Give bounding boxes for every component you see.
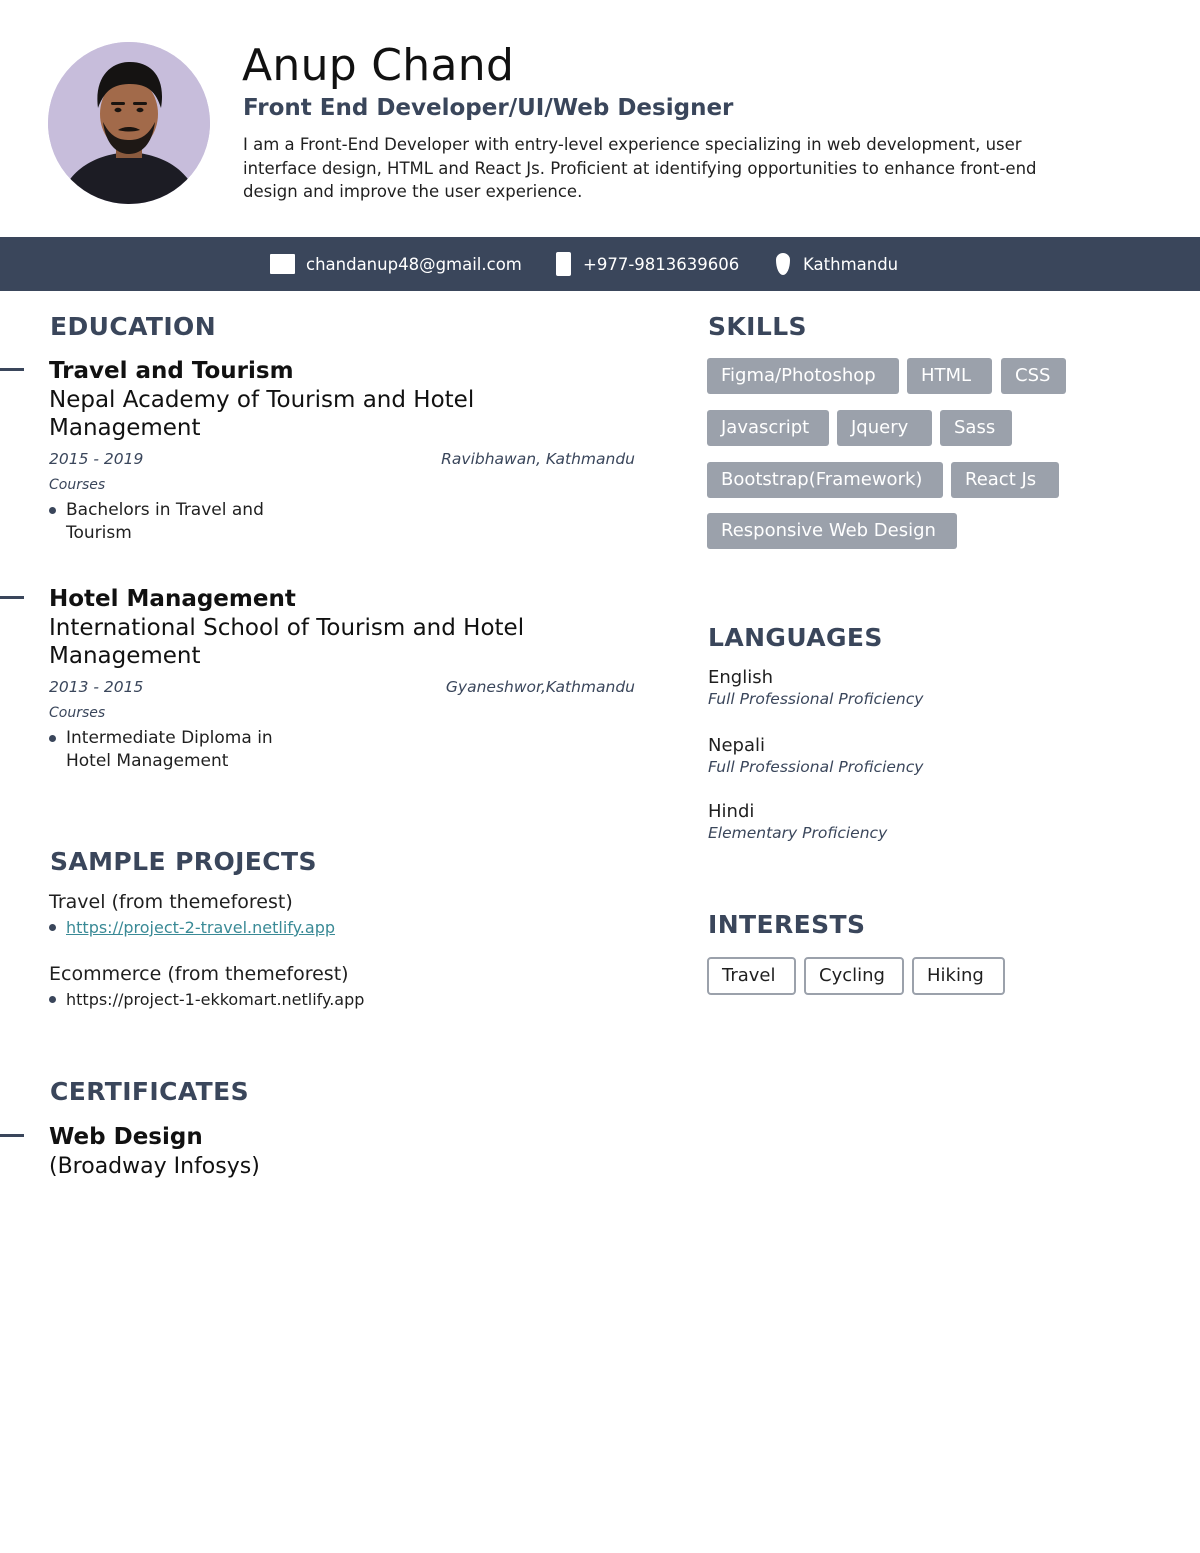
location-icon xyxy=(776,253,790,275)
bullet-icon xyxy=(49,996,56,1003)
profile-photo xyxy=(48,42,210,204)
interest-tag: Cycling xyxy=(804,957,904,995)
education-place: Ravibhawan, Kathmandu xyxy=(441,450,635,468)
course-item xyxy=(49,499,306,545)
education-degree: Travel and Tourism xyxy=(49,358,294,384)
project-item xyxy=(49,889,609,939)
bullet-icon xyxy=(49,735,56,742)
courses-label: Courses xyxy=(49,477,106,493)
education-meta xyxy=(49,676,635,698)
language-name: English xyxy=(708,667,773,688)
mail-icon xyxy=(270,254,295,274)
project-title: Ecommerce (from themeforest) xyxy=(49,963,349,985)
skill-tag: Javascript xyxy=(707,410,829,446)
language-level: Full Professional Proficiency xyxy=(708,758,924,776)
email-text[interactable]: chandanup48@gmail.com xyxy=(306,254,522,274)
project-link-row xyxy=(49,989,609,1011)
course-text: Intermediate Diploma in Hotel Management xyxy=(66,728,273,771)
language-name: Nepali xyxy=(708,735,765,756)
profile-summary: I am a Front-End Developer with entry-level experience specializing in web development, user interface design, HTML and React Js. Proficient at identifying opportunities to enhance front-end design and improve the user experience. xyxy=(243,135,1037,201)
skill-tag: HTML xyxy=(907,358,992,394)
contact-email[interactable] xyxy=(270,237,522,291)
languages-heading: LANGUAGES xyxy=(708,623,883,652)
certificate-org: (Broadway Infosys) xyxy=(49,1154,260,1179)
course-item xyxy=(49,727,306,773)
location-text: Kathmandu xyxy=(803,254,899,274)
courses-label: Courses xyxy=(49,705,106,721)
education-entry xyxy=(49,357,635,545)
phone-icon xyxy=(556,252,571,276)
skills-heading: SKILLS xyxy=(708,312,807,341)
language-level: Full Professional Proficiency xyxy=(708,690,924,708)
certificate-item xyxy=(49,1122,260,1182)
bullet-icon xyxy=(49,507,56,514)
language-item xyxy=(708,800,887,844)
project-url: https://project-1-ekkomart.netlify.app xyxy=(66,990,365,1009)
language-item xyxy=(708,734,923,778)
contact-bar xyxy=(0,237,1200,291)
candidate-name: Anup Chand xyxy=(242,40,515,91)
certificate-name: Web Design xyxy=(49,1124,203,1150)
interest-tag: Hiking xyxy=(912,957,1005,995)
phone-text[interactable]: +977-9813639606 xyxy=(583,254,740,274)
project-link[interactable]: https://project-2-travel.netlify.app xyxy=(66,918,335,937)
projects-heading: SAMPLE PROJECTS xyxy=(50,847,317,876)
interest-tag: Travel xyxy=(707,957,796,995)
language-name: Hindi xyxy=(708,801,755,822)
certificate-marker xyxy=(0,1134,24,1137)
education-place: Gyaneshwor,Kathmandu xyxy=(445,678,635,696)
education-dates: 2013 - 2015 xyxy=(49,678,144,696)
contact-phone[interactable] xyxy=(556,237,739,291)
project-title: Travel (from themeforest) xyxy=(49,891,293,913)
language-level: Elementary Proficiency xyxy=(708,824,888,842)
education-entry xyxy=(49,585,635,773)
education-meta xyxy=(49,448,635,470)
education-degree: Hotel Management xyxy=(49,586,296,612)
skill-tag: Figma/Photoshop xyxy=(707,358,899,394)
project-item xyxy=(49,961,609,1011)
project-link-row xyxy=(49,917,609,939)
education-dates: 2015 - 2019 xyxy=(49,450,144,468)
interests-heading: INTERESTS xyxy=(708,910,866,939)
education-marker xyxy=(0,596,24,599)
certificates-heading: CERTIFICATES xyxy=(50,1077,249,1106)
course-text: Bachelors in Travel and Tourism xyxy=(66,500,264,543)
skill-tag: CSS xyxy=(1001,358,1066,394)
skill-tag: Bootstrap(Framework) xyxy=(707,462,943,498)
education-school: Nepal Academy of Tourism and Hotel Management xyxy=(49,387,475,441)
skill-tag: Jquery xyxy=(837,410,932,446)
skill-tag: React Js xyxy=(951,462,1059,498)
education-heading: EDUCATION xyxy=(50,312,217,341)
bullet-icon xyxy=(49,924,56,931)
skill-tag: Sass xyxy=(940,410,1012,446)
education-school: International School of Tourism and Hotel Management xyxy=(49,615,525,669)
language-item xyxy=(708,666,923,710)
job-headline: Front End Developer/UI/Web Designer xyxy=(243,95,734,121)
skill-tag: Responsive Web Design xyxy=(707,513,957,549)
contact-location xyxy=(776,237,898,291)
education-marker xyxy=(0,368,24,371)
